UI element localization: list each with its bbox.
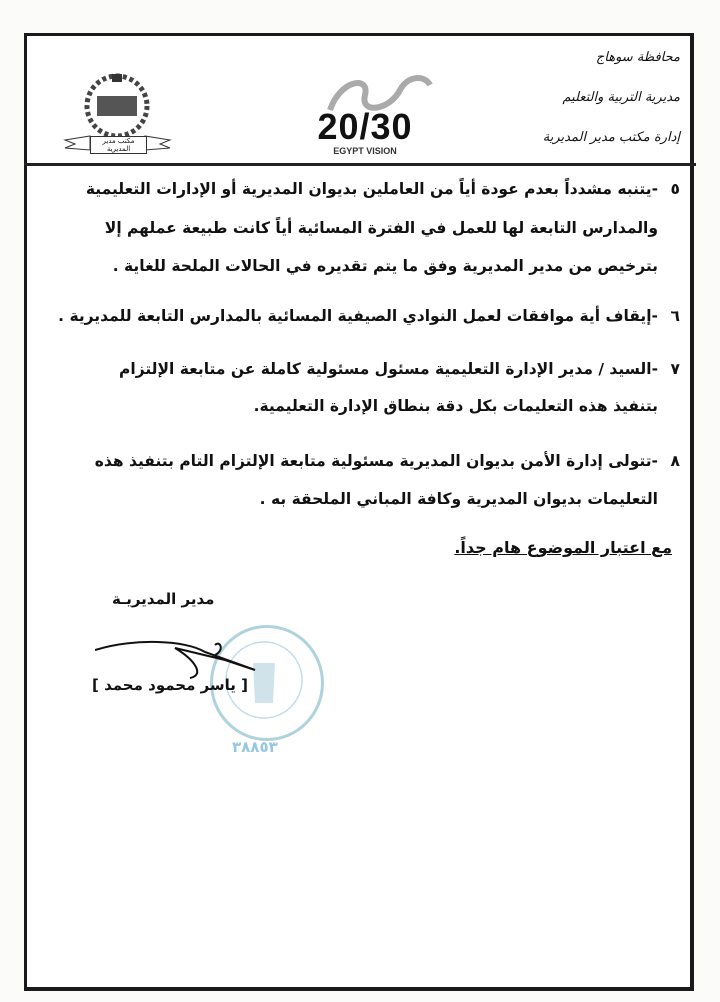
item-text: بترخيص من مدير المديرية وفق ما يتم تقديره في الحالات الملحة للغاية . [112, 257, 658, 275]
signatory-name: [ ياسر محمود محمد ] [92, 676, 249, 694]
item-number: ٦ [670, 307, 680, 325]
emblem-label: مكتب مدير المديرية [90, 136, 147, 154]
item-text: -يتنبه مشدداً بعدم عودة أياً من العاملين بديوان المديرية أو الإدارات التعليمية [85, 180, 658, 198]
item-text: والمدارس التابعة لها للعمل في الفترة المسائية أياً كانت طبيعة عملهم إلا [104, 219, 658, 237]
document-frame [24, 33, 694, 991]
office-emblem [55, 70, 180, 160]
closing-remark: مع اعتبار الموضوع هام جداً. [454, 538, 672, 557]
governorate: محافظة سوهاج [595, 50, 680, 65]
item-number: ٥ [670, 180, 680, 198]
office: إدارة مكتب مدير المديرية [542, 130, 680, 145]
item-text: -تتولى إدارة الأمن بديوان المديرية مسئولية متابعة الإلتزام التام بتنفيذ هذه [94, 452, 658, 470]
directorate: مديرية التربية والتعليم [562, 90, 680, 105]
egypt-vision-logo [290, 70, 440, 160]
item-number: ٨ [670, 452, 680, 470]
item-text: بتنفيذ هذه التعليمات بكل دقة بنطاق الإدارة التعليمية. [253, 397, 658, 415]
item-text: -إيقاف أية موافقات لعمل النوادي الصيفية المسائية بالمدارس التابعة للمديرية . [58, 307, 658, 325]
item-text: -السيد / مدير الإدارة التعليمية مسئول مسئولية كاملة عن متابعة الإلتزام [119, 360, 658, 378]
stamp-number: ٣٨٨٥٣ [232, 738, 278, 756]
handwritten-signature [95, 640, 295, 680]
signatory-title: مدير المديريـة [112, 590, 215, 608]
vision-number: 20/30 [317, 106, 413, 147]
item-number: ٧ [670, 360, 680, 378]
letterhead [543, 50, 680, 170]
item-text: التعليمات بديوان المديرية وكافة المباني الملحقة به . [259, 490, 658, 508]
vision-text: EGYPT VISION [333, 146, 397, 156]
